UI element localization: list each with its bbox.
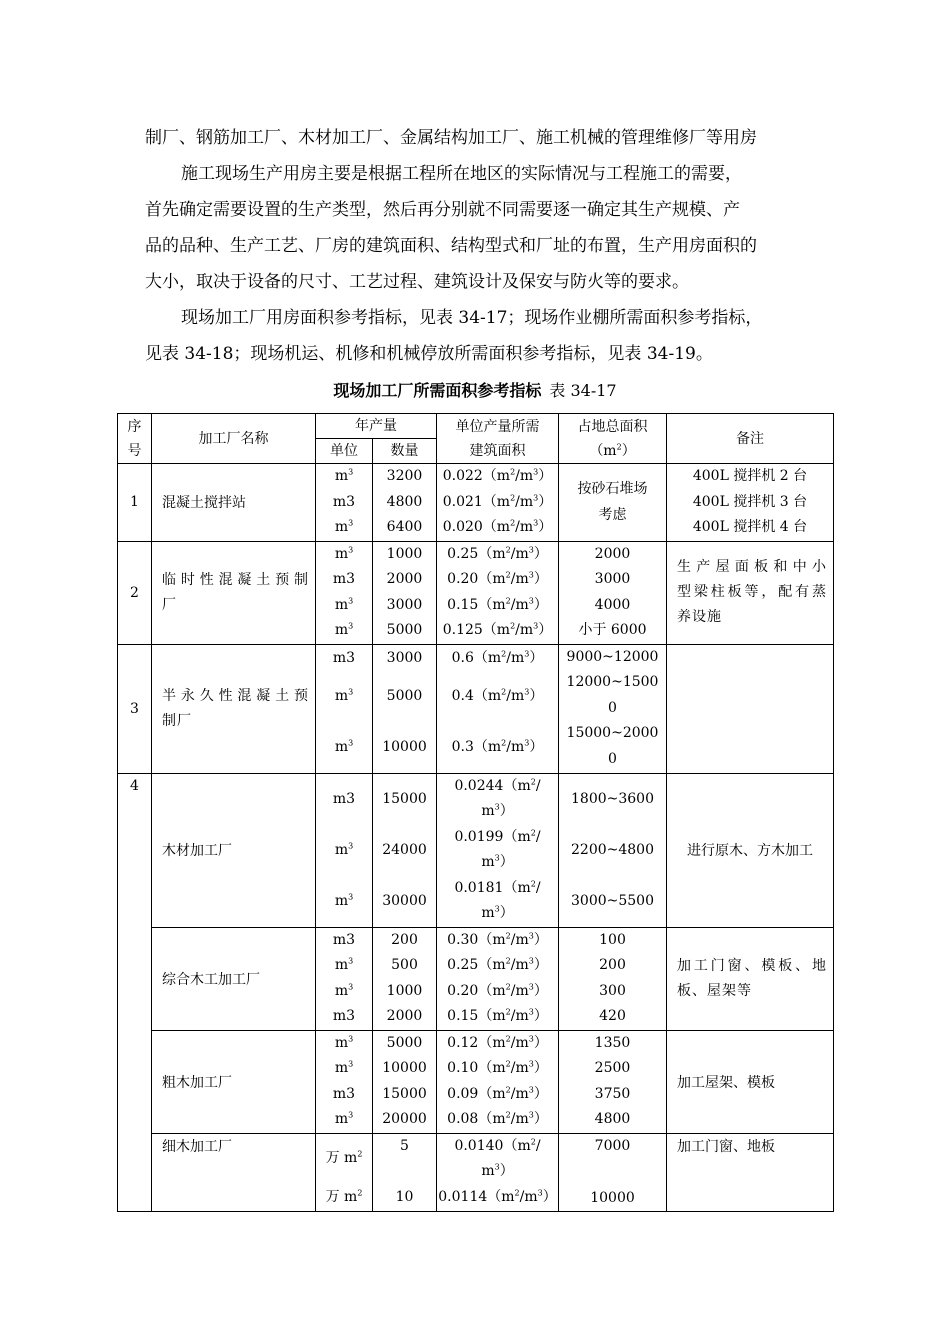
unit-cell: $m^3$ m3 $m^3$ [316,464,373,542]
table-title: 现场加工厂所需面积参考指标 [333,381,542,400]
remark-cell [667,644,834,773]
qty-cell: 200 500 1000 2000 [373,927,437,1030]
area-cell: $0.0244(m^2/$ $m^3$） $0.0199(m^2/$ $m^3$） $0.0181(m^2/$ $m^3$） [437,773,559,927]
header-area: 单位产量所需 建筑面积 [437,414,559,464]
header-land: 占地总面积 $(m^2)$ [559,414,667,464]
plant-name: 混凝土搅拌站 [152,464,316,542]
remark-cell: 加工屋架、模板 [667,1030,834,1133]
remark-cell: 400L 搅拌机 2 台 400L 搅拌机 3 台 400L 搅拌机 4 台 [667,464,834,542]
plant-name: 粗木加工厂 [152,1030,316,1133]
remark-cell: 加工门窗、地板 [667,1133,834,1211]
text-line: 首先确定需要设置的生产类型，然后再分别就不同需要逐一确定其生产规模、产 [145,200,740,220]
unit-cell: m3 $m^3$ $m^3$ [316,644,373,773]
qty-cell: 1000 2000 3000 5000 [373,541,437,644]
text-line: 制厂、钢筋加工厂、木材加工厂、金属结构加工厂、施工机械的管理维修厂等用房 [145,128,757,148]
remark-cell: 进行原木、方木加工 [667,773,834,927]
paragraph-continued [145,120,807,156]
table-row [118,464,834,542]
remark-cell: 生产屋面板和中小 型梁柱板等，配有蒸 养设施 [667,541,834,644]
land-cell: 按砂石堆场 考虑 [559,464,667,542]
land-cell: 100 200 300 420 [559,927,667,1030]
seq-cell: 3 [118,644,152,773]
remark-cell: 加工门窗、模板、地 板、屋架等 [667,927,834,1030]
qty-cell: 5 10 [373,1133,437,1211]
area-cell: $0.0140(m^2/$ $m^3$） $0.0114(m^2/m^3)$ [437,1133,559,1211]
land-cell: 2000 3000 4000 小于 6000 [559,541,667,644]
land-cell: 1350 2500 3750 4800 [559,1030,667,1133]
qty-cell: 3000 5000 10000 [373,644,437,773]
table-row [118,541,834,644]
table-row [118,773,834,927]
seq-cell: 2 [118,541,152,644]
table-caption [0,378,950,401]
qty-cell: 3200 4800 6400 [373,464,437,542]
plant-name: 综合木工加工厂 [152,927,316,1030]
text-line: 见表 34-18；现场机运、机修和机械停放所需面积参考指标，见表 34-19。 [145,344,713,364]
header-remark: 备注 [667,414,834,464]
unit-cell: $m^3$ m3 $m^3$ $m^3$ [316,541,373,644]
table-row [118,644,834,773]
area-cell: $0.12(m^2/m^3)$ $0.10(m^2/m^3)$ $0.09(m^2/m^3)$ $0.08(m^2/m^3)$ [437,1030,559,1133]
table-header-row [118,414,834,439]
plant-name: 临时性混凝土预制 厂 [152,541,316,644]
header-name: 加工厂名称 [152,414,316,464]
header-seq: 序 号 [118,414,152,464]
table-row [118,1030,834,1133]
paragraph-references [145,300,807,372]
text-line: 现场加工厂用房面积参考指标，见表 34-17；现场作业棚所需面积参考指标， [181,308,763,328]
table-number: 表 34-17 [549,381,617,400]
seq-cell: 4 [118,773,152,1211]
area-cell: $0.6(m^2/m^3)$ $0.4(m^2/m^3)$ $0.3(m^2/m^3)$ [437,644,559,773]
table-row [118,1133,834,1211]
header-output: 年产量 [316,414,437,439]
seq-cell: 1 [118,464,152,542]
unit-cell: $m^3$ $m^3$ m3 $m^3$ [316,1030,373,1133]
header-qty: 数量 [373,439,437,464]
unit-cell: 万 $m^2$ 万 $m^2$ [316,1133,373,1211]
text-line: 大小，取决于设备的尺寸、工艺过程、建筑设计及保安与防火等的要求。 [145,272,689,292]
area-cell: $0.30(m^2/m^3)$ $0.25(m^2/m^3)$ $0.20(m^2/m^3)$ $0.15(m^2/m^3)$ [437,927,559,1030]
table-row [118,927,834,1030]
unit-cell: m3 $m^3$ $m^3$ m3 [316,927,373,1030]
qty-cell: 5000 10000 15000 20000 [373,1030,437,1133]
text-line: 施工现场生产用房主要是根据工程所在地区的实际情况与工程施工的需要， [181,164,742,184]
plant-name: 细木加工厂 [152,1133,316,1211]
qty-cell: 15000 24000 30000 [373,773,437,927]
unit-cell: m3 $m^3$ $m^3$ [316,773,373,927]
area-index-table [117,413,834,1212]
land-cell: 7000 10000 [559,1133,667,1211]
area-cell: $0.022(m^2/m^3)$ $0.021(m^2/m^3)$ $0.020(m^2/m^3)$ [437,464,559,542]
plant-name: 半永久性混凝土预 制厂 [152,644,316,773]
header-unit: 单位 [316,439,373,464]
land-cell: 9000~12000 12000~1500 0 15000~2000 0 [559,644,667,773]
paragraph-production-buildings [145,156,807,300]
land-cell: 1800~3600 2200~4800 3000~5500 [559,773,667,927]
plant-name: 木材加工厂 [152,773,316,927]
text-line: 品的品种、生产工艺、厂房的建筑面积、结构型式和厂址的布置，生产用房面积的 [145,236,757,256]
area-cell: $0.25(m^2/m^3)$ $0.20(m^2/m^3)$ $0.15(m^2/m^3)$ $0.125(m^2/m^3)$ [437,541,559,644]
